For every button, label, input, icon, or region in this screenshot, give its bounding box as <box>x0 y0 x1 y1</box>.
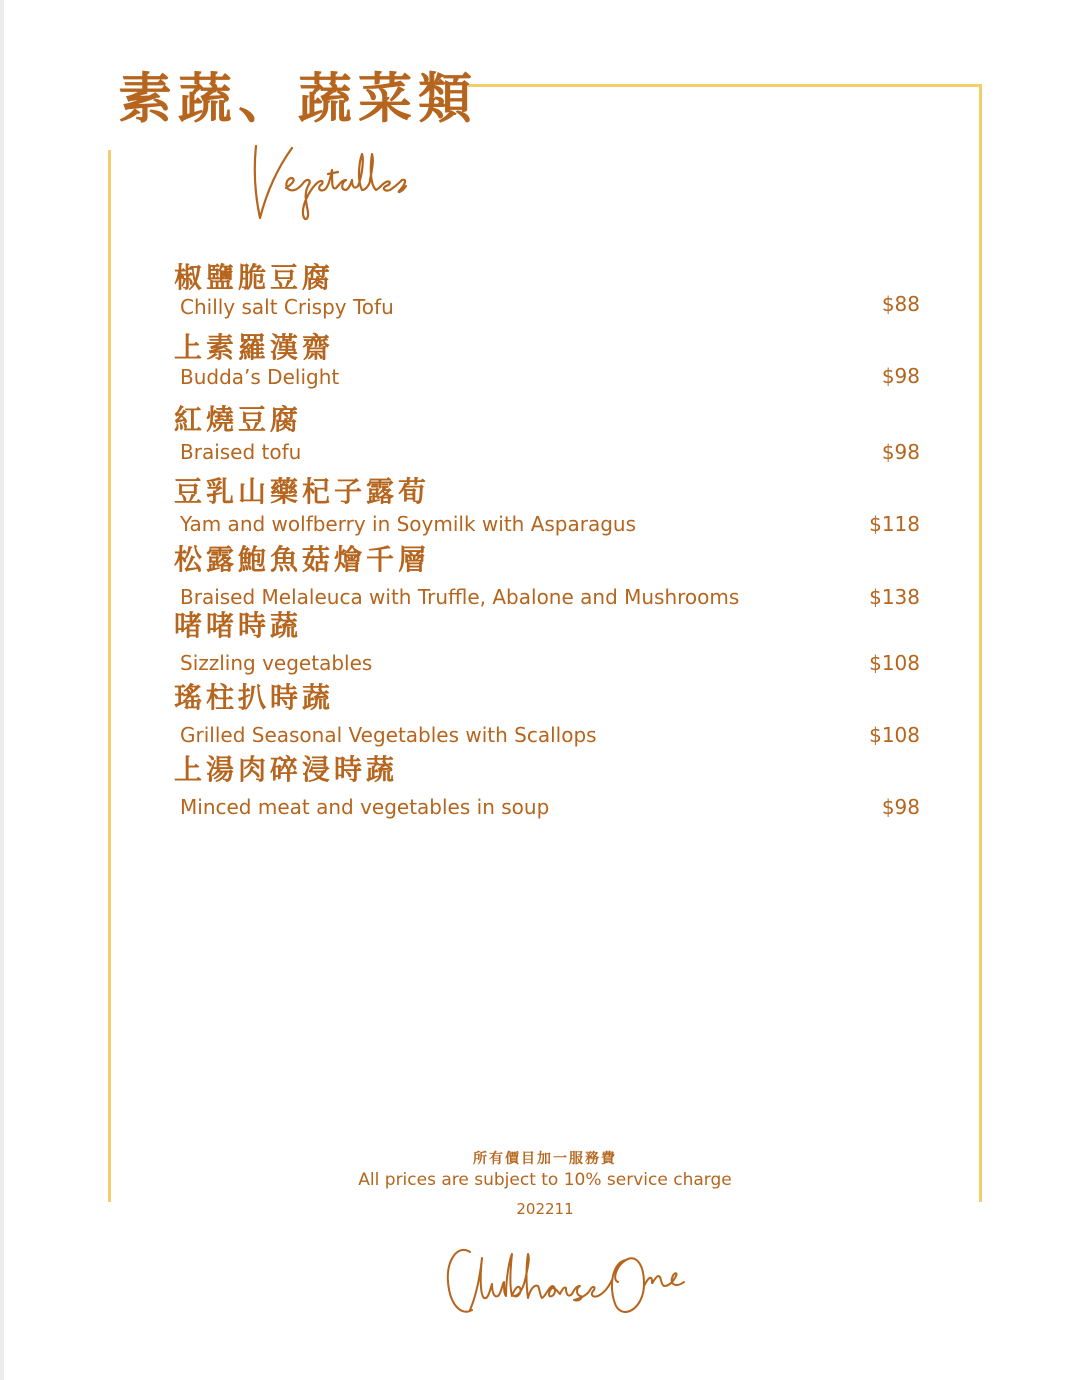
menu-item <box>174 754 920 826</box>
frame-left-line <box>108 150 111 1202</box>
item-name-english: Braised Melaleuca with Truffle, Abalone and Mushrooms <box>180 585 740 609</box>
item-name-english: Grilled Seasonal Vegetables with Scallops <box>180 723 597 747</box>
item-name-chinese: 啫啫時蔬 <box>174 609 303 642</box>
menu-item <box>174 262 920 332</box>
item-name-english: Budda’s Delight <box>180 365 340 389</box>
item-name-english: Braised tofu <box>180 440 302 464</box>
item-name-english: Yam and wolfberry in Soymilk with Asparagus <box>180 512 637 536</box>
item-name-chinese: 上素羅漢齋 <box>174 331 335 364</box>
item-name-chinese: 紅燒豆腐 <box>174 403 303 436</box>
item-price: $88 <box>881 292 920 316</box>
clubhouseone-logo <box>440 1236 690 1322</box>
item-name-chinese: 椒鹽脆豆腐 <box>174 261 335 294</box>
service-charge-note-english: All prices are subject to 10% service charge <box>358 1170 732 1190</box>
menu-version-code: 202211 <box>516 1200 574 1218</box>
item-price: $138 <box>869 585 920 609</box>
item-price: $118 <box>869 512 920 536</box>
page-title-chinese: 素蔬、蔬菜類 <box>118 66 478 130</box>
item-name-chinese: 上湯肉碎浸時蔬 <box>174 753 399 786</box>
service-charge-note-chinese: 所有價目加一服務費 <box>473 1151 617 1167</box>
item-price: $98 <box>881 440 920 464</box>
item-name-english: Chilly salt Crispy Tofu <box>180 295 394 319</box>
menu-item <box>174 544 920 610</box>
item-name-chinese: 瑤柱扒時蔬 <box>174 681 335 714</box>
vegetables-script-title <box>246 140 416 226</box>
item-price: $108 <box>869 651 920 675</box>
menu-list <box>174 262 920 826</box>
menu-item <box>174 682 920 754</box>
item-price: $98 <box>881 364 920 388</box>
menu-item <box>174 610 920 682</box>
item-name-english: Sizzling vegetables <box>180 651 373 675</box>
menu-item <box>174 476 920 544</box>
item-price: $108 <box>869 723 920 747</box>
item-name-chinese: 松露鮑魚菇燴千層 <box>174 543 431 576</box>
frame-right-line <box>979 84 982 1202</box>
menu-item <box>174 332 920 404</box>
frame-top-line <box>468 84 982 87</box>
item-price: $98 <box>881 795 920 819</box>
item-name-chinese: 豆乳山藥杞子露荀 <box>174 475 431 508</box>
item-name-english: Minced meat and vegetables in soup <box>180 795 550 819</box>
menu-item <box>174 404 920 476</box>
